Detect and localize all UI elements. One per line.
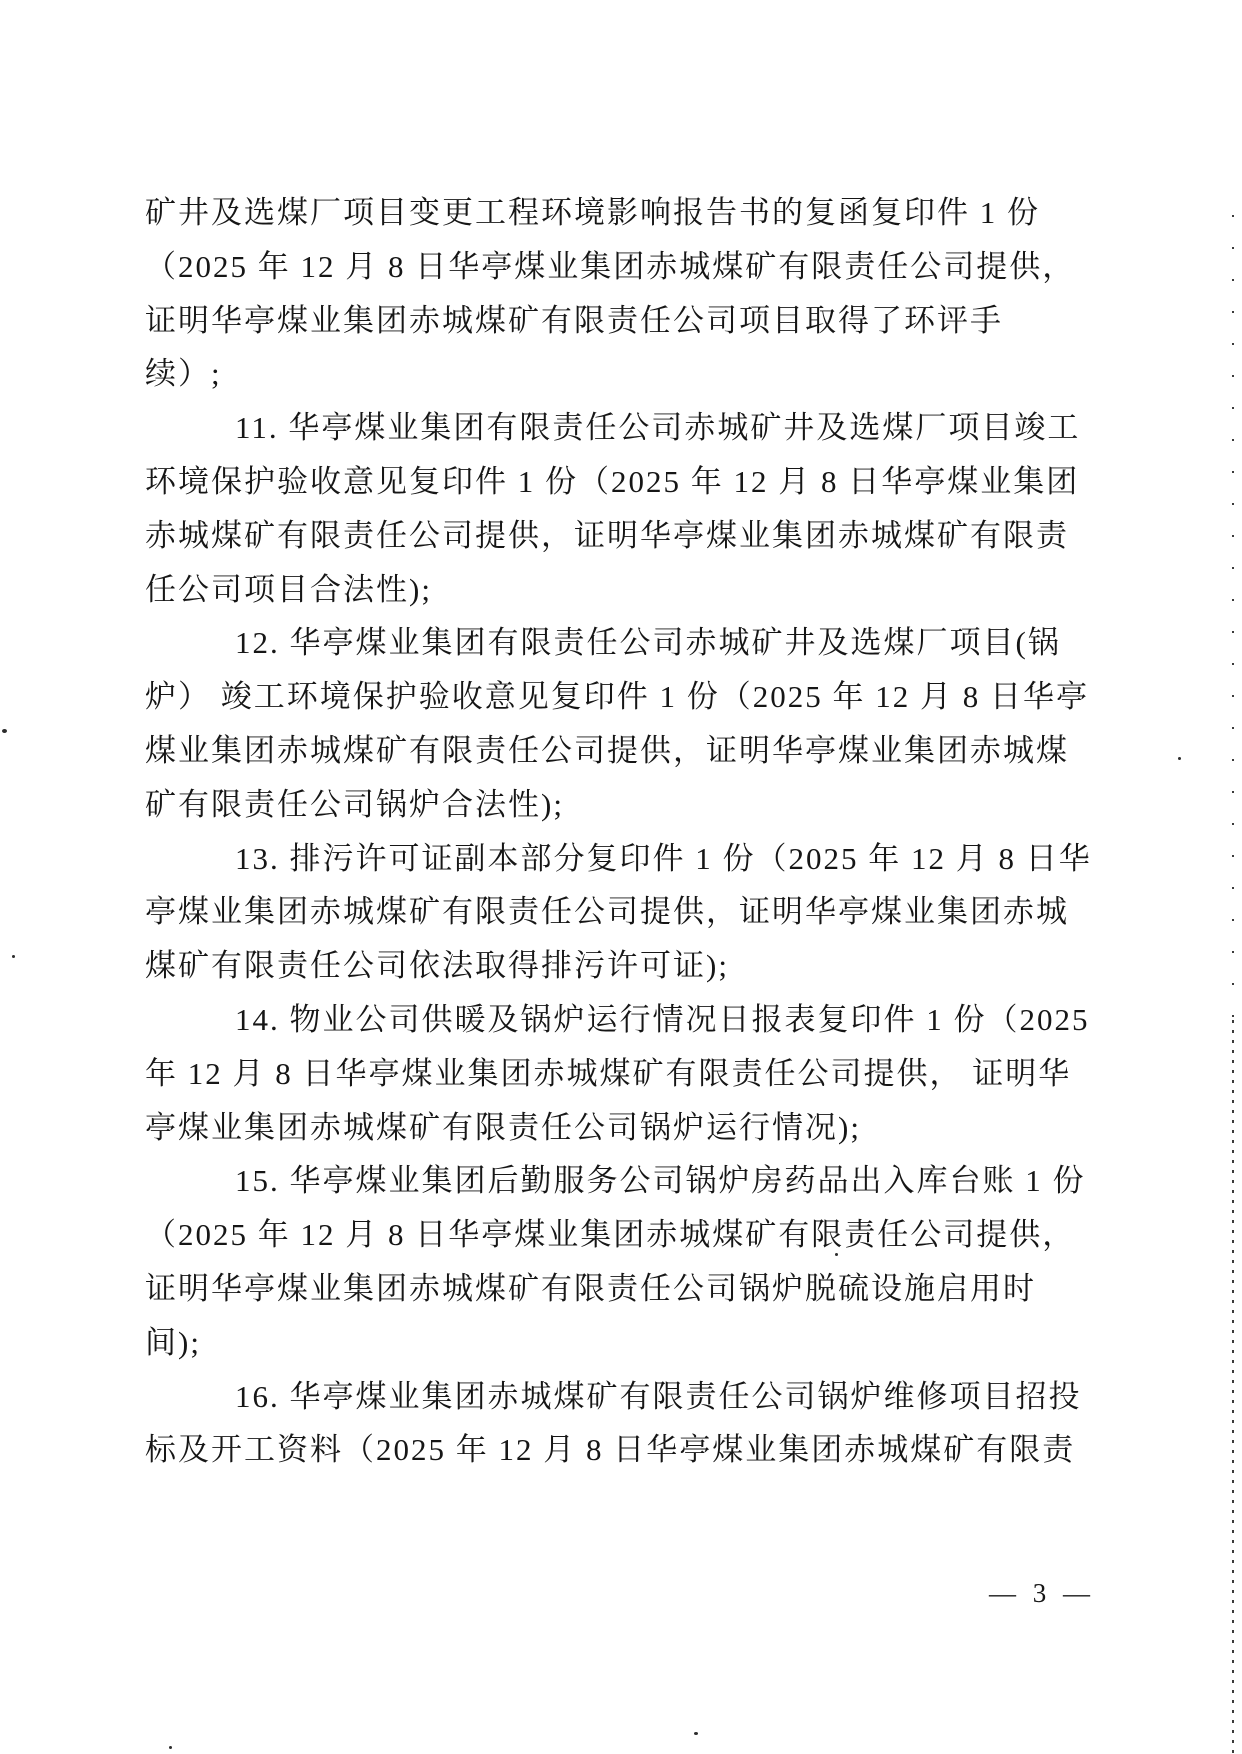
scan-noise-dot <box>1178 757 1181 760</box>
text-line: 煤矿有限责任公司依法取得排污许可证); <box>145 948 729 984</box>
text-line: 任公司项目合法性); <box>145 571 432 607</box>
text-line-item-15-start: 15. 华亭煤业集团后勤服务公司锅炉房药品出入库台账 1 份 <box>235 1163 1086 1199</box>
page-body <box>145 186 1110 1477</box>
scan-noise-dot <box>12 955 15 958</box>
scan-noise-dot <box>694 1732 698 1735</box>
text-line: （2025 年 12 月 8 日华亭煤业集团赤城煤矿有限责任公司提供， <box>145 1217 1076 1253</box>
text-line: 赤城煤矿有限责任公司提供，证明华亭煤业集团赤城煤矿有限责 <box>145 517 1069 553</box>
text-line: 年 12 月 8 日华亭煤业集团赤城煤矿有限责任公司提供， 证明华 <box>145 1055 1072 1091</box>
text-line: 亭煤业集团赤城煤矿有限责任公司锅炉运行情况); <box>145 1109 861 1145</box>
text-line: 续）; <box>145 356 222 392</box>
text-line-item-12-start: 12. 华亭煤业集团有限责任公司赤城矿井及选煤厂项目(锅 <box>235 625 1061 661</box>
text-line: 标及开工资料（2025 年 12 月 8 日华亭煤业集团赤城煤矿有限责 <box>145 1432 1076 1468</box>
scan-noise-dot <box>2 729 7 733</box>
scan-artifact-dashed-line-upper <box>1232 215 1234 1020</box>
text-line: 炉） 竣工环境保护验收意见复印件 1 份（2025 年 12 月 8 日华亭 <box>145 679 1089 715</box>
text-line-item-16-start: 16. 华亭煤业集团赤城煤矿有限责任公司锅炉维修项目招投 <box>235 1378 1082 1414</box>
text-line: 煤业集团赤城煤矿有限责任公司提供，证明华亭煤业集团赤城煤 <box>145 732 1069 768</box>
text-line: 矿井及选煤厂项目变更工程环境影响报告书的复函复印件 1 份 <box>145 195 1040 230</box>
text-line-item-13-start: 13. 排污许可证副本部分复印件 1 份（2025 年 12 月 8 日华 <box>235 840 1092 876</box>
scan-noise-dot <box>835 1253 838 1256</box>
scan-artifact-dashed-line-lower <box>1232 1020 1234 1754</box>
text-line: 环境保护验收意见复印件 1 份（2025 年 12 月 8 日华亭煤业集团 <box>145 463 1080 499</box>
scan-noise-dot <box>169 1746 172 1749</box>
text-line: 间); <box>145 1324 201 1360</box>
text-line-item-11-start: 11. 华亭煤业集团有限责任公司赤城矿井及选煤厂项目竣工 <box>235 410 1081 446</box>
page-number: — 3 — <box>989 1578 1095 1608</box>
text-line: 证明华亭煤业集团赤城煤矿有限责任公司锅炉脱硫设施启用时 <box>145 1270 1036 1306</box>
text-line: （2025 年 12 月 8 日华亭煤业集团赤城煤矿有限责任公司提供， <box>145 248 1076 284</box>
text-line: 亭煤业集团赤城煤矿有限责任公司提供，证明华亭煤业集团赤城 <box>145 894 1069 930</box>
text-line: 矿有限责任公司锅炉合法性); <box>145 786 564 822</box>
text-line: 证明华亭煤业集团赤城煤矿有限责任公司项目取得了环评手 <box>145 302 1003 338</box>
text-line-item-14-start: 14. 物业公司供暖及锅炉运行情况日报表复印件 1 份（2025 <box>235 1001 1090 1037</box>
